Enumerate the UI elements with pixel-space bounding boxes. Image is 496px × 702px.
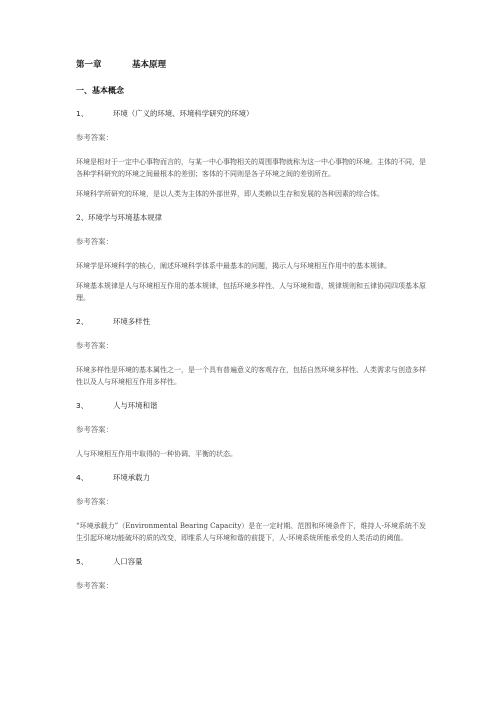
concept-item [76,400,426,460]
answer-paragraph: 环境多样性是环境的基本属性之一，是一个具有普遍意义的客观存在，包括自然环境多样性、人类需求与创造多样性以及人与环境相互作用多样性。 [76,366,426,386]
question-line [76,212,426,223]
question-number: 2、 [76,213,89,222]
question-number: 2、 [76,317,89,326]
answer-paragraph: 环境是相对于一定中心事物而言的，与某一中心事物相关的周围事物就称为这一中心事物的环境。主体的不同，是各种学科研究的环境之间最根本的差别；客体的不同则是各子环境之间的差别所在。 [76,158,426,178]
answer-label: 参考答案： [76,237,113,246]
question-term: 环境多样性 [113,317,150,326]
document-body [76,58,426,604]
question-term: 环境承载力 [113,473,150,482]
question-number: 3、 [76,401,89,410]
section-heading: 一、基本概念 [76,86,124,95]
question-term: 环境（广义的环境、环境科学研究的环境） [113,109,254,118]
question-line [76,316,426,327]
chapter-number: 第一章 [76,60,102,70]
answer-label: 参考答案： [76,497,113,506]
concept-item [76,472,426,544]
question-line [76,400,426,411]
question-term: 人口容量 [113,557,143,566]
answer-paragraph: 人与环境相互作用中取得的一种协调、平衡的状态。 [76,450,237,458]
answer-label: 参考答案： [76,581,113,590]
question-number: 1、 [76,109,89,118]
concept-item [76,212,426,304]
question-line [76,108,426,119]
answer-paragraph: “环境承载力”（Environmental Bearing Capacity）是在一定时期、范围和环境条件下，维持人-环境系统不发生引起环境功能破坏的质的改变，即维系人与环境和谐的前提下，人-环境系统所能承受的人类活动的阈值。 [76,522,426,542]
question-line [76,556,426,567]
question-number: 4、 [76,473,89,482]
answer-label: 参考答案： [76,133,113,142]
answer-label: 参考答案： [76,341,113,350]
concept-item [76,108,426,200]
chapter-heading [76,58,426,70]
answer-label: 参考答案： [76,425,113,434]
answer-paragraph: 环境基本规律是人与环境相互作用的基本规律，包括环境多样性、人与环境和谐，规律规则和五律协同四项基本原理。 [76,282,426,302]
concept-item [76,556,426,591]
answer-paragraph: 环境科学所研究的环境，是以人类为主体的外部世界，即人类赖以生存和发展的各种因素的综合体。 [76,190,384,198]
concept-item [76,316,426,388]
answer-paragraph: 环境学是环境科学的核心，阐述环境科学体系中最基本的问题，揭示人与环境相互作用中的基本规律。 [76,262,391,270]
question-term: 环境学与环境基本规律 [88,213,163,222]
question-line [76,472,426,483]
chapter-title: 基本原理 [132,60,167,70]
question-term: 人与环境和谐 [113,401,158,410]
question-number: 5、 [76,557,89,566]
